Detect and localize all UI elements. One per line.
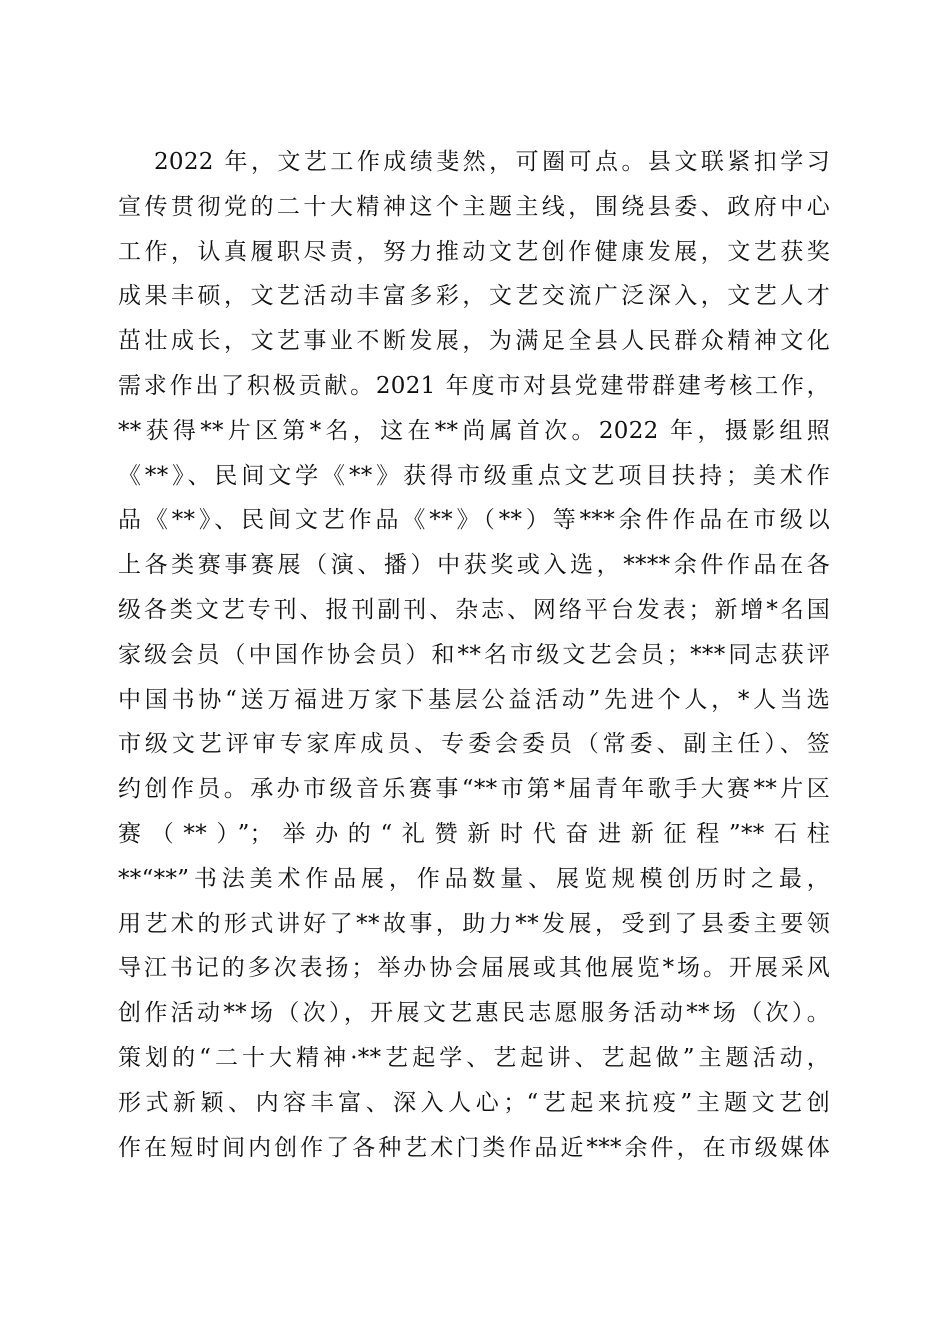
paragraph-line: 形式新颖、内容丰富、深入人心；“艺起来抗疫”主题文艺创 [118,1089,830,1116]
paragraph-line: **获得**片区第*名，这在**尚属首次。2022 年，摄影组照 [118,417,830,444]
paragraph-line: 用艺术的形式讲好了**故事，助力**发展，受到了县委主要领 [118,910,830,937]
paragraph-line: 约创作员。承办市级音乐赛事“**市第*届青年歌手大赛**片区 [118,776,830,803]
paragraph-line: 创作活动**场（次），开展文艺惠民志愿服务活动**场（次）。 [118,1000,830,1027]
paragraph-line: 2022 年，文艺工作成绩斐然，可圈可点。县文联紧扣学习 [154,149,830,175]
paragraph-line: 工作，认真履职尽责，努力推动文艺创作健康发展，文艺获奖 [118,238,830,265]
paragraph-line: 《**》、民间文学《**》获得市级重点文艺项目扶持；美术作 [118,462,830,489]
paragraph-line: 家级会员（中国作协会员）和**名市级文艺会员；***同志获评 [118,641,830,668]
paragraph-line: 中国书协“送万福进万家下基层公益活动”先进个人，*人当选 [118,686,830,713]
paragraph-line: 品《**》、民间文艺作品《**》（**）等***余件作品在市级以 [118,507,830,534]
paragraph-line: **“**”书法美术作品展，作品数量、展览规模创历时之最， [118,865,830,892]
paragraph-line: 赛（**）”；举办的“礼赞新时代奋进新征程”**石柱 [118,820,830,847]
paragraph-line: 宣传贯彻党的二十大精神这个主题主线，围绕县委、政府中心 [118,193,830,220]
paragraph-line: 作在短时间内创作了各种艺术门类作品近***余件，在市级媒体 [118,1134,830,1161]
paragraph-line: 导江书记的多次表扬；举办协会届展或其他展览*场。开展采风 [118,955,830,982]
body-paragraph [118,140,830,1170]
paragraph-line: 市级文艺评审专家库成员、专委会委员（常委、副主任）、签 [118,731,830,758]
paragraph-line: 级各类文艺专刊、报刊副刊、杂志、网络平台发表；新增*名国 [118,596,830,623]
paragraph-line: 茁壮成长，文艺事业不断发展，为满足全县人民群众精神文化 [118,328,830,355]
paragraph-line: 需求作出了积极贡献。2021 年度市对县党建带群建考核工作， [118,372,830,399]
paragraph-line: 成果丰硕，文艺活动丰富多彩，文艺交流广泛深入，文艺人才 [118,283,830,310]
paragraph-line: 上各类赛事赛展（演、播）中获奖或入选，****余件作品在各 [118,552,830,579]
paragraph-line: 策划的“二十大精神·**艺起学、艺起讲、艺起做”主题活动， [118,1044,830,1071]
